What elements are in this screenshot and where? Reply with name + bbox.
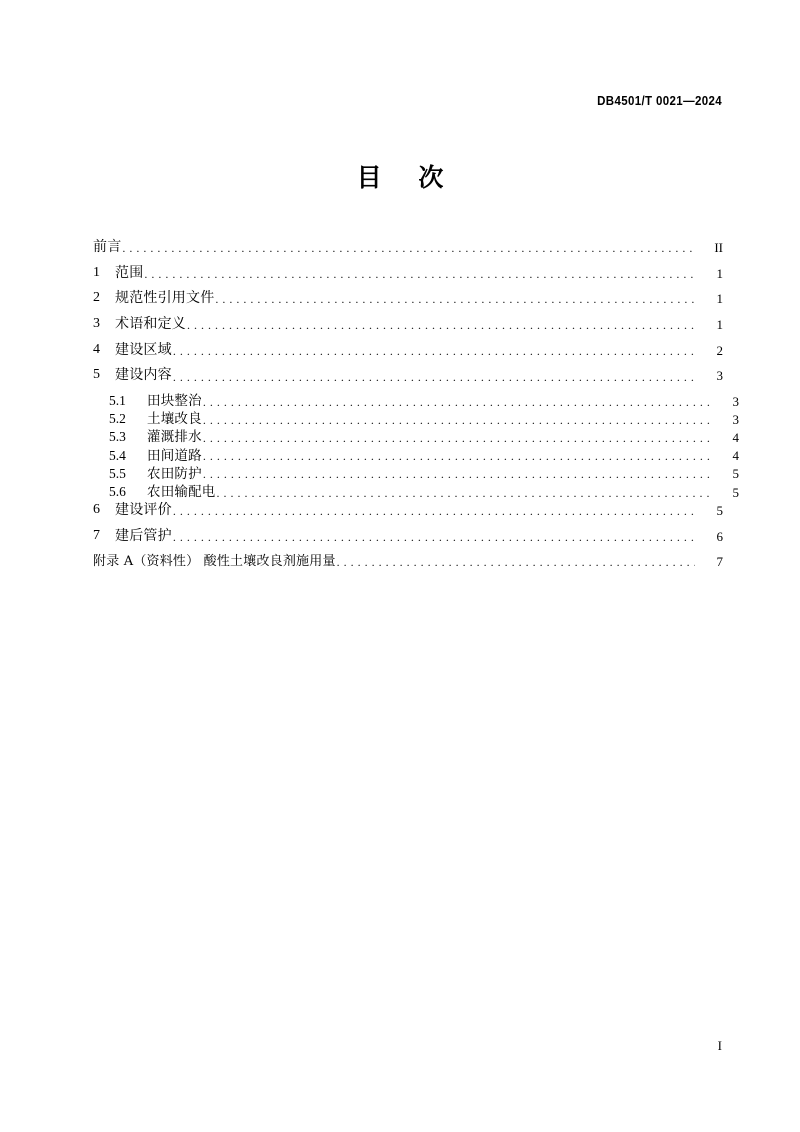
toc-dot-leader: [203, 413, 711, 427]
toc-entry-page-number: 1: [716, 265, 723, 281]
toc-entry-number: 4: [93, 341, 100, 357]
toc-entry-page-number: 3: [732, 411, 739, 427]
toc-dot-leader: [173, 504, 695, 518]
toc-entry-label: 范围: [115, 264, 144, 281]
toc-entry-label: 附录 A（资料性） 酸性土壤改良剂施用量: [93, 553, 336, 569]
toc-dot-leader: [144, 266, 695, 280]
toc-dot-leader: [203, 431, 711, 445]
toc-entry-number: 1: [93, 264, 100, 280]
toc-entry-label: 灌溉排水: [147, 429, 202, 446]
toc-dot-leader: [187, 318, 695, 332]
toc-entry-page-number: 1: [716, 317, 723, 333]
toc-entry-label: 术语和定义: [115, 316, 186, 333]
toc-dot-leader: [203, 395, 711, 409]
toc-entry[interactable]: [93, 291, 723, 306]
toc-dot-leader: [203, 467, 711, 481]
toc-entry[interactable]: [93, 555, 723, 569]
toc-entry-page-number: 1: [716, 291, 723, 307]
toc-entry[interactable]: [93, 343, 723, 358]
toc-entry[interactable]: [93, 503, 723, 518]
toc-entry-number: 3: [93, 316, 100, 332]
toc-entry-number: 7: [93, 527, 100, 543]
toc-entry-number: 6: [93, 502, 100, 518]
toc-entry[interactable]: [93, 412, 739, 426]
toc-entry-page-number: 4: [732, 448, 739, 464]
toc-entry-label: 规范性引用文件: [115, 290, 215, 307]
toc-entry-page-number: 4: [732, 430, 739, 445]
toc-entry[interactable]: [93, 467, 739, 481]
toc-entry-page-number: 2: [716, 342, 723, 358]
toc-entry-label: 农田输配电: [147, 483, 216, 500]
toc-entry-page-number: II: [714, 240, 723, 256]
toc-entry-label: 前言: [93, 239, 122, 255]
running-header-standard-number: DB4501/T 0021—2024: [597, 94, 722, 108]
toc-dot-leader: [337, 555, 695, 568]
toc-entry-label: 田块整治: [147, 393, 202, 410]
toc-entry-number: 5.2: [109, 411, 126, 427]
toc-entry[interactable]: [93, 529, 723, 544]
toc-entry-number: 5: [93, 367, 100, 383]
toc-entry-label: 农田防护: [147, 465, 202, 482]
toc-entry-label: 建设内容: [115, 367, 172, 384]
toc-entry-number: 5.1: [109, 393, 126, 409]
toc-entry-page-number: 7: [716, 553, 723, 569]
toc-entry[interactable]: [93, 266, 723, 281]
toc-entry-page-number: 5: [732, 466, 739, 482]
toc-entry-label: 建设区域: [115, 341, 172, 358]
toc-entry[interactable]: [93, 449, 739, 463]
toc-entry-number: 5.6: [109, 483, 126, 499]
toc-entry-number: 5.3: [109, 429, 126, 445]
toc-entry-number: 5.4: [109, 447, 126, 463]
toc-entry-page-number: 3: [732, 393, 739, 409]
toc-entry-label: 田间道路: [147, 447, 202, 464]
toc-dot-leader: [122, 241, 695, 255]
toc-dot-leader: [203, 449, 711, 463]
toc-entry[interactable]: [93, 485, 739, 499]
toc-entry-number: 5.5: [109, 465, 126, 481]
toc-entry[interactable]: [93, 240, 723, 255]
toc-entry-page-number: 3: [716, 368, 723, 384]
toc-entry-label: 建设评价: [115, 502, 172, 519]
footer-folio: I: [717, 1038, 722, 1053]
toc-entry-label: 土壤改良: [147, 411, 202, 428]
table-of-contents: [93, 239, 739, 579]
toc-entry[interactable]: [93, 368, 723, 383]
toc-dot-leader: [215, 292, 695, 306]
toc-dot-leader: [173, 530, 695, 544]
page-title: 目 次: [356, 163, 458, 192]
toc-dot-leader: [217, 486, 712, 500]
toc-entry-label: 建后管护: [115, 527, 172, 544]
toc-entry-page-number: 5: [732, 484, 739, 500]
toc-dot-leader: [173, 343, 695, 357]
toc-dot-leader: [173, 369, 695, 383]
toc-entry[interactable]: [93, 317, 723, 332]
toc-entry-page-number: 5: [716, 503, 723, 519]
toc-entry-number: 2: [93, 290, 100, 306]
toc-entry-page-number: 6: [716, 528, 723, 544]
toc-entry[interactable]: [93, 394, 739, 408]
toc-entry[interactable]: [93, 430, 739, 444]
